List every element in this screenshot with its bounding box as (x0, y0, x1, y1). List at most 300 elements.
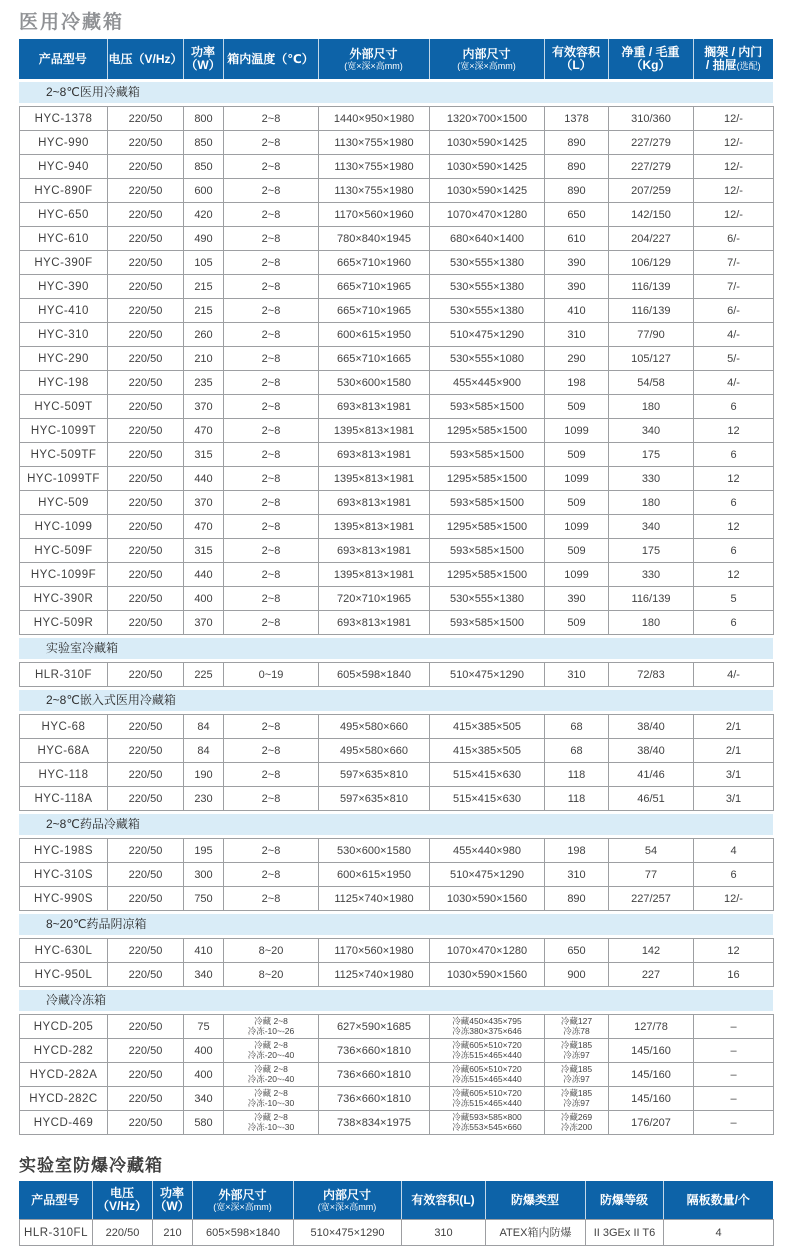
table-row (20, 203, 774, 227)
table-row (20, 299, 774, 323)
table-row (20, 611, 774, 635)
header-row (19, 1181, 773, 1219)
column-header (92, 1181, 152, 1219)
model-cell: HYC-390F (20, 251, 108, 275)
column-header-line2: （W） (185, 58, 221, 72)
spec-cell (430, 1111, 545, 1135)
column-header-label: 搁架 / 内门 (704, 44, 763, 59)
spec-cell: 890 (545, 887, 609, 911)
spec-line: 冷藏605×510×720 (452, 1088, 522, 1098)
spec-cell: 220/50 (108, 887, 184, 911)
column-header (152, 1181, 192, 1219)
spec-cell: 72/83 (609, 663, 694, 687)
spec-line: 冷冻-10~-30 (247, 1121, 295, 1132)
spec-cell: 7/- (694, 275, 774, 299)
spec-cell: 300 (184, 863, 224, 887)
column-header-label: 外部尺寸 (349, 46, 398, 61)
spec-cell: 370 (184, 491, 224, 515)
spec-cell: 440 (184, 563, 224, 587)
model-cell: HYC-390 (20, 275, 108, 299)
model-cell: HYC-410 (20, 299, 108, 323)
spec-cell: 410 (545, 299, 609, 323)
spec-cell: 12 (694, 467, 774, 491)
spec-cell: 175 (609, 443, 694, 467)
spec-cell (430, 1039, 545, 1063)
spec-line: 冷冻380×375×646 (452, 1025, 522, 1036)
model-cell: HYCD-205 (20, 1015, 108, 1039)
spec-cell: 440 (184, 467, 224, 491)
spec-cell: 340 (184, 963, 224, 987)
spec-cell: 410 (184, 939, 224, 963)
table-row (20, 1111, 774, 1135)
column-header-label: 电压 (109, 1186, 134, 1200)
column-header-sub: (宽×深×高mm) (457, 60, 516, 71)
column-header-line2: （W） (154, 1199, 190, 1213)
spec-cell: 530×600×1580 (319, 839, 430, 863)
spec-line: 冷藏 2~8 (254, 1016, 288, 1026)
spec-cell: 1295×585×1500 (430, 563, 545, 587)
spec-cell: 2~8 (224, 299, 319, 323)
spec-cell: 2~8 (224, 443, 319, 467)
spec-cell: 3/1 (694, 763, 774, 787)
model-cell: HYC-650 (20, 203, 108, 227)
spec-cell: 780×840×1945 (319, 227, 430, 251)
table-row (20, 787, 774, 811)
model-cell: HYC-950L (20, 963, 108, 987)
table2-title: 实验室防爆冷藏箱 (19, 1156, 163, 1175)
model-cell: HYC-118A (20, 787, 108, 811)
spec-cell: 330 (609, 563, 694, 587)
spec-cell: 627×590×1685 (319, 1015, 430, 1039)
spec-cell: 5 (694, 587, 774, 611)
spec-cell: 1295×585×1500 (430, 419, 545, 443)
model-cell: HYC-990S (20, 887, 108, 911)
spec-line: 冷藏 2~8 (254, 1064, 288, 1074)
spec-cell: 220/50 (108, 715, 184, 739)
spec-cell: 142 (609, 939, 694, 963)
table-row (20, 395, 774, 419)
spec-cell: 310 (402, 1220, 486, 1246)
spec-cell: 68 (545, 739, 609, 763)
spec-cell: 2~8 (224, 887, 319, 911)
spec-cell: 225 (184, 663, 224, 687)
spec-cell: 340 (609, 515, 694, 539)
table1-section-0-rows (19, 106, 774, 635)
spec-cell: 4/- (694, 323, 774, 347)
spec-cell: 665×710×1965 (319, 275, 430, 299)
column-header-label: 有效容积 (551, 45, 600, 59)
spec-cell: 220/50 (108, 251, 184, 275)
column-header (693, 39, 773, 79)
spec-cell: – (694, 1111, 774, 1135)
spec-cell: 509 (545, 539, 609, 563)
model-cell: HYC-509F (20, 539, 108, 563)
spec-cell: 54 (609, 839, 694, 863)
spec-cell: 850 (184, 155, 224, 179)
spec-cell: 220/50 (108, 611, 184, 635)
spec-cell: 455×445×900 (430, 371, 545, 395)
section-header: 2~8℃医用冷藏箱 (19, 82, 773, 103)
spec-cell: 597×635×810 (319, 787, 430, 811)
spec-line: 冷冻-20~-40 (247, 1049, 295, 1060)
spec-line: 冷冻515×465×440 (452, 1073, 522, 1084)
model-cell: HLR-310F (20, 663, 108, 687)
column-header (585, 1181, 663, 1219)
spec-cell: 3/1 (694, 787, 774, 811)
spec-cell: 4 (664, 1220, 774, 1246)
spec-cell: 509 (545, 395, 609, 419)
spec-cell: 900 (545, 963, 609, 987)
table-row (20, 739, 774, 763)
spec-cell: 8~20 (224, 963, 319, 987)
spec-cell: 8~20 (224, 939, 319, 963)
spec-cell: 693×813×1981 (319, 539, 430, 563)
table-row (20, 275, 774, 299)
spec-cell: 220/50 (108, 587, 184, 611)
model-cell: HYC-990 (20, 131, 108, 155)
spec-cell: 210 (153, 1220, 193, 1246)
model-cell: HYC-1099T (20, 419, 108, 443)
spec-cell: 400 (184, 587, 224, 611)
spec-cell (224, 1039, 319, 1063)
model-cell: HYC-610 (20, 227, 108, 251)
spec-cell: 220/50 (108, 539, 184, 563)
spec-cell: 220/50 (108, 371, 184, 395)
model-cell: HYC-290 (20, 347, 108, 371)
spec-cell: 2~8 (224, 715, 319, 739)
table1-section-2-rows (19, 714, 774, 811)
model-cell: HYC-630L (20, 939, 108, 963)
spec-cell: 2~8 (224, 179, 319, 203)
spec-line: 冷藏185 (560, 1040, 593, 1050)
spec-cell: 310 (545, 663, 609, 687)
spec-cell: 2~8 (224, 563, 319, 587)
spec-cell: 7/- (694, 251, 774, 275)
spec-cell: 650 (545, 203, 609, 227)
spec-cell: 12/- (694, 107, 774, 131)
spec-cell: 12/- (694, 179, 774, 203)
spec-cell: 260 (184, 323, 224, 347)
spec-cell: 736×660×1810 (319, 1063, 430, 1087)
table-row (20, 251, 774, 275)
spec-cell (545, 1039, 609, 1063)
spec-cell: 495×580×660 (319, 739, 430, 763)
explosion-proof-refrigerator-table (19, 1181, 773, 1246)
spec-cell: 220/50 (108, 663, 184, 687)
spec-cell (430, 1087, 545, 1111)
spec-cell: 176/207 (609, 1111, 694, 1135)
column-header (183, 39, 223, 79)
spec-cell (430, 1063, 545, 1087)
spec-cell: 390 (545, 275, 609, 299)
spec-cell: 220/50 (108, 1063, 184, 1087)
table-row (20, 715, 774, 739)
spec-cell: 5/- (694, 347, 774, 371)
spec-cell: 220/50 (108, 323, 184, 347)
spec-line: 冷冻515×465×440 (452, 1097, 522, 1108)
spec-cell: 220/50 (108, 787, 184, 811)
spec-cell: 4 (694, 839, 774, 863)
model-cell: HYC-509 (20, 491, 108, 515)
spec-cell: 227/279 (609, 131, 694, 155)
spec-cell: 310 (545, 323, 609, 347)
spec-cell: 390 (545, 587, 609, 611)
spec-cell: 470 (184, 419, 224, 443)
medical-refrigerator-table (19, 39, 773, 1135)
spec-cell: 127/78 (609, 1015, 694, 1039)
spec-cell: 340 (609, 419, 694, 443)
column-header-label: 功率 (159, 1186, 184, 1200)
column-header (544, 39, 608, 79)
column-header-label: 有效容积(L) (411, 1192, 475, 1207)
spec-cell: 220/50 (108, 227, 184, 251)
table-row (20, 1220, 774, 1246)
model-cell: HYCD-282A (20, 1063, 108, 1087)
spec-cell: 470 (184, 515, 224, 539)
spec-cell: 220/50 (108, 275, 184, 299)
spec-line: 冷藏605×510×720 (452, 1040, 522, 1050)
spec-line: 冷藏450×435×795 (452, 1016, 522, 1026)
spec-cell: 220/50 (108, 963, 184, 987)
table-row (20, 443, 774, 467)
table-row (20, 227, 774, 251)
spec-line: 冷藏 2~8 (254, 1088, 288, 1098)
table-row (20, 491, 774, 515)
spec-cell: 198 (545, 839, 609, 863)
spec-cell: 6 (694, 395, 774, 419)
spec-cell: 1030×590×1425 (430, 131, 545, 155)
spec-cell: 1130×755×1980 (319, 131, 430, 155)
spec-cell: 220/50 (108, 467, 184, 491)
spec-cell: 330 (609, 467, 694, 491)
spec-cell: 220/50 (108, 939, 184, 963)
table-row (20, 323, 774, 347)
column-header-sub: (宽×深×高mm) (213, 1201, 272, 1212)
table-row (20, 1087, 774, 1111)
table-row (20, 663, 774, 687)
spec-cell: 693×813×1981 (319, 491, 430, 515)
spec-cell: 593×585×1500 (430, 611, 545, 635)
spec-cell: 4/- (694, 663, 774, 687)
spec-cell: 41/46 (609, 763, 694, 787)
spec-cell: 290 (545, 347, 609, 371)
spec-cell: 510×475×1290 (430, 323, 545, 347)
spec-cell: 12/- (694, 203, 774, 227)
spec-cell: 1030×590×1560 (430, 963, 545, 987)
spec-cell: ATEX箱内防爆 (486, 1220, 586, 1246)
model-cell: HYCD-282 (20, 1039, 108, 1063)
model-cell: HYCD-282C (20, 1087, 108, 1111)
spec-cell: 198 (545, 371, 609, 395)
model-cell: HLR-310FL (20, 1220, 93, 1246)
spec-line: 冷冻97 (563, 1073, 590, 1084)
spec-cell (545, 1015, 609, 1039)
spec-cell: 593×585×1500 (430, 491, 545, 515)
spec-cell: 2~8 (224, 763, 319, 787)
spec-cell: 54/58 (609, 371, 694, 395)
spec-cell: 736×660×1810 (319, 1087, 430, 1111)
spec-cell: 235 (184, 371, 224, 395)
spec-line: 冷冻-10~-30 (247, 1097, 295, 1108)
spec-cell: 227 (609, 963, 694, 987)
spec-cell: 1395×813×1981 (319, 563, 430, 587)
spec-cell: 720×710×1965 (319, 587, 430, 611)
column-header (19, 1181, 92, 1219)
spec-cell: 736×660×1810 (319, 1039, 430, 1063)
spec-cell: 665×710×1965 (319, 299, 430, 323)
spec-cell: 509 (545, 611, 609, 635)
model-cell: HYC-198S (20, 839, 108, 863)
spec-cell: 1099 (545, 467, 609, 491)
spec-cell: 210 (184, 347, 224, 371)
table-row (20, 131, 774, 155)
spec-cell: 1099 (545, 419, 609, 443)
spec-cell: 1320×700×1500 (430, 107, 545, 131)
column-header (192, 1181, 293, 1219)
table1-header (19, 39, 773, 79)
spec-cell: 610 (545, 227, 609, 251)
spec-cell: 118 (545, 763, 609, 787)
spec-cell: 118 (545, 787, 609, 811)
spec-cell: 220/50 (108, 491, 184, 515)
spec-cell: 207/259 (609, 179, 694, 203)
table-row (20, 1039, 774, 1063)
spec-cell: 750 (184, 887, 224, 911)
spec-cell (545, 1063, 609, 1087)
table-row (20, 839, 774, 863)
model-cell: HYC-68 (20, 715, 108, 739)
table-row (20, 179, 774, 203)
model-cell: HYC-509T (20, 395, 108, 419)
spec-cell: 2~8 (224, 839, 319, 863)
spec-cell: 1395×813×1981 (319, 515, 430, 539)
column-header-label: 内部尺寸 (322, 1187, 371, 1202)
spec-cell: 190 (184, 763, 224, 787)
table-row (20, 155, 774, 179)
column-header (663, 1181, 773, 1219)
spec-cell: 77 (609, 863, 694, 887)
column-header (19, 39, 107, 79)
column-header-label: 产品型号 (38, 51, 87, 66)
spec-cell: 220/50 (108, 203, 184, 227)
spec-line: 冷藏269 (560, 1112, 593, 1122)
column-header (107, 39, 183, 79)
spec-cell: 2~8 (224, 587, 319, 611)
column-header-label: 内部尺寸 (462, 46, 511, 61)
spec-cell: 1130×755×1980 (319, 179, 430, 203)
spec-cell: 510×475×1290 (430, 863, 545, 887)
spec-cell (430, 1015, 545, 1039)
spec-cell: 220/50 (108, 1015, 184, 1039)
table-row (20, 939, 774, 963)
model-cell: HYC-68A (20, 739, 108, 763)
column-header-label: 防爆类型 (510, 1192, 559, 1207)
model-cell: HYC-509TF (20, 443, 108, 467)
spec-cell: 180 (609, 611, 694, 635)
spec-cell: 38/40 (609, 715, 694, 739)
section-header: 2~8℃嵌入式医用冷藏箱 (19, 690, 773, 711)
spec-cell: 665×710×1960 (319, 251, 430, 275)
header-row (19, 39, 773, 79)
spec-cell: 215 (184, 299, 224, 323)
table-row (20, 107, 774, 131)
table2-section-0-rows (19, 1219, 774, 1246)
spec-cell: 370 (184, 611, 224, 635)
spec-cell: 6/- (694, 227, 774, 251)
spec-cell: 370 (184, 395, 224, 419)
spec-cell: 1099 (545, 563, 609, 587)
spec-cell: 415×385×505 (430, 739, 545, 763)
spec-cell: 495×580×660 (319, 715, 430, 739)
spec-cell: 693×813×1981 (319, 395, 430, 419)
spec-cell: 890 (545, 179, 609, 203)
spec-cell: 220/50 (108, 1039, 184, 1063)
spec-cell: 68 (545, 715, 609, 739)
spec-line: 冷藏185 (560, 1088, 593, 1098)
spec-cell: 2~8 (224, 491, 319, 515)
section-header: 8~20℃药品阴凉箱 (19, 914, 773, 935)
spec-cell: 665×710×1665 (319, 347, 430, 371)
table-row (20, 539, 774, 563)
model-cell: HYC-509R (20, 611, 108, 635)
spec-cell: 1130×755×1980 (319, 155, 430, 179)
spec-cell: 6 (694, 443, 774, 467)
column-header (401, 1181, 485, 1219)
spec-cell: 650 (545, 939, 609, 963)
spec-cell (545, 1087, 609, 1111)
model-cell: HYC-1099 (20, 515, 108, 539)
spec-cell: 1170×560×1980 (319, 939, 430, 963)
spec-cell: 2~8 (224, 131, 319, 155)
spec-cell: 6/- (694, 299, 774, 323)
spec-cell: II 3GEx II T6 (586, 1220, 664, 1246)
spec-cell: 1070×470×1280 (430, 203, 545, 227)
spec-cell: 515×415×630 (430, 787, 545, 811)
spec-cell: 1170×560×1960 (319, 203, 430, 227)
spec-cell: 180 (609, 395, 694, 419)
spec-cell: 530×555×1380 (430, 587, 545, 611)
spec-cell: 420 (184, 203, 224, 227)
spec-cell: 455×440×980 (430, 839, 545, 863)
spec-cell: 12/- (694, 131, 774, 155)
column-header-label: 净重 / 毛重 (621, 45, 680, 59)
spec-cell: 2~8 (224, 155, 319, 179)
spec-cell: 204/227 (609, 227, 694, 251)
table1-section-3-rows (19, 838, 774, 911)
spec-cell: 593×585×1500 (430, 443, 545, 467)
spec-cell: 315 (184, 443, 224, 467)
table-row (20, 419, 774, 443)
spec-cell: 6 (694, 863, 774, 887)
spec-cell: 105 (184, 251, 224, 275)
spec-cell: 230 (184, 787, 224, 811)
spec-cell: 220/50 (108, 395, 184, 419)
column-header-label: 功率 (190, 45, 215, 59)
table1-section-5-rows (19, 1014, 774, 1135)
table-row (20, 1015, 774, 1039)
spec-cell: 2~8 (224, 107, 319, 131)
table-row (20, 515, 774, 539)
spec-cell: 1440×950×1980 (319, 107, 430, 131)
spec-cell: 315 (184, 539, 224, 563)
spec-cell: 12 (694, 515, 774, 539)
spec-cell: 6 (694, 539, 774, 563)
column-header-label: 隔板数量/个 (686, 1192, 750, 1207)
table2-header (19, 1181, 773, 1219)
spec-cell: 530×555×1080 (430, 347, 545, 371)
spec-cell: 145/160 (609, 1039, 694, 1063)
spec-cell: 12/- (694, 887, 774, 911)
